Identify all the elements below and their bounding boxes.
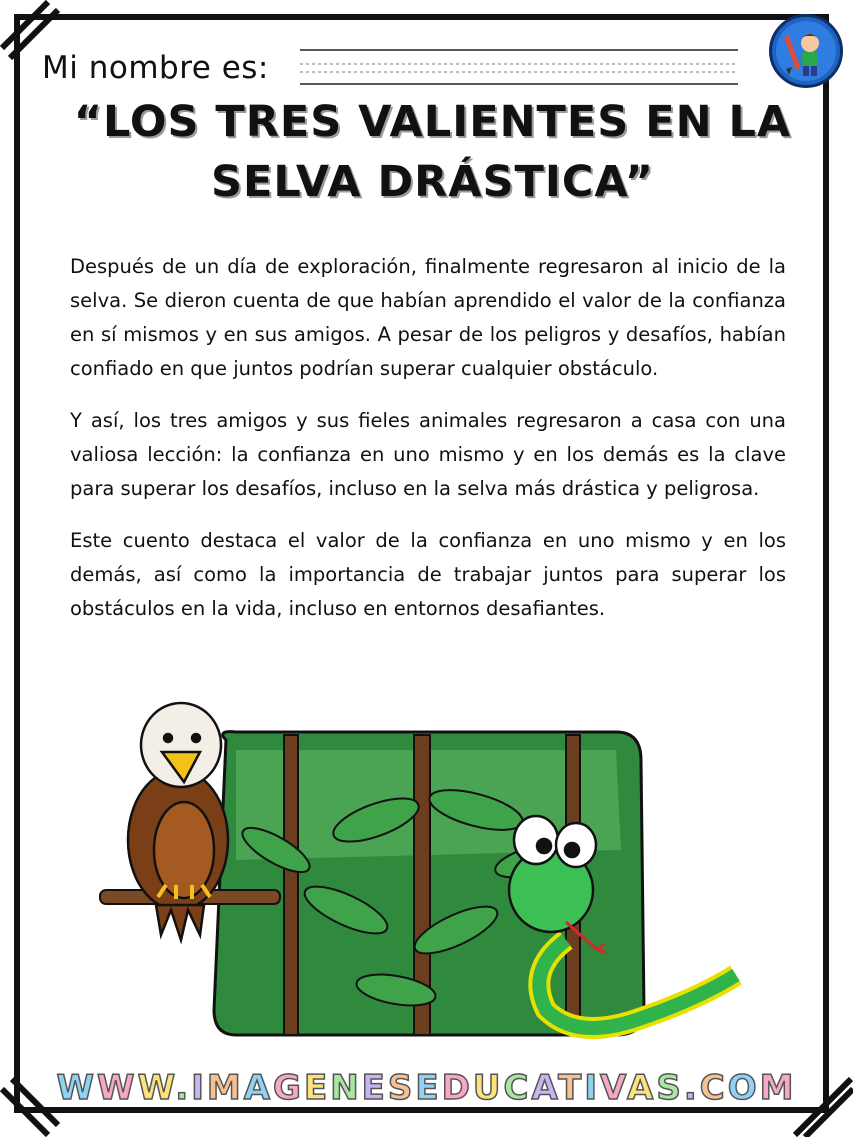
website-letter: M [206, 1068, 244, 1108]
name-label: Mi nombre es: [42, 50, 269, 86]
website-letter: C [699, 1068, 728, 1108]
website-text[interactable] [57, 1068, 797, 1108]
story-paragraph-2: Y así, los tres amigos y sus fieles animales regresaron a casa con una valiosa lección: la confianza en uno mismo y en los demás es la clave para superar los desafíos, incluso en la selva más drástica y peligrosa. [70, 409, 786, 500]
website-letter: E [361, 1068, 388, 1108]
website-letter: E [415, 1068, 442, 1108]
website-letter: O [727, 1068, 760, 1108]
website-letter: C [503, 1068, 532, 1108]
website-letter: N [330, 1068, 362, 1108]
website-letter: A [243, 1068, 274, 1108]
page-title [60, 92, 805, 212]
footer-website[interactable] [0, 1068, 853, 1108]
eagle-and-snake-jungle-icon [96, 690, 756, 1050]
website-letter: D [441, 1068, 473, 1108]
logo-badge [769, 14, 843, 88]
name-row [42, 50, 269, 86]
child-with-pencil-logo-icon [772, 17, 840, 85]
story-paragraph-1: Después de un día de exploración, finalmente regresaron al inicio de la selva. Se dieron cuenta de que habían aprendido el valor de la confianza en sí mismos y en sus amigos. A pesar de los peligros y desafíos, habían confiado en que juntos podrían superar cualquier obstáculo. [70, 255, 786, 380]
website-letter: . [175, 1068, 192, 1108]
story-text [70, 250, 786, 644]
website-letter: W [137, 1068, 176, 1108]
title-line-2: SELVA DRÁSTICA” [211, 157, 654, 207]
website-letter: V [599, 1068, 627, 1108]
website-letter: E [303, 1068, 331, 1108]
website-letter: . [683, 1068, 700, 1108]
website-letter: A [627, 1068, 657, 1108]
website-letter: I [191, 1068, 207, 1108]
website-letter: W [56, 1068, 98, 1108]
title-line-1: “LOS TRES VALIENTES EN LA [73, 97, 792, 147]
website-letter: I [584, 1068, 600, 1108]
website-letter: G [273, 1068, 304, 1108]
website-letter: S [387, 1068, 416, 1108]
website-letter: U [472, 1068, 504, 1108]
website-letter: W [97, 1068, 138, 1108]
website-letter: S [656, 1068, 684, 1108]
website-letter: T [558, 1068, 585, 1108]
story-paragraph-3: Este cuento destaca el valor de la confianza en uno mismo y en los demás, así como la importancia de trabajar juntos para superar los obstáculos en la vida, incluso en entornos desafiantes. [70, 529, 786, 620]
name-writing-lines[interactable] [300, 44, 738, 88]
website-letter: M [759, 1068, 797, 1108]
website-letter: A [531, 1068, 559, 1108]
